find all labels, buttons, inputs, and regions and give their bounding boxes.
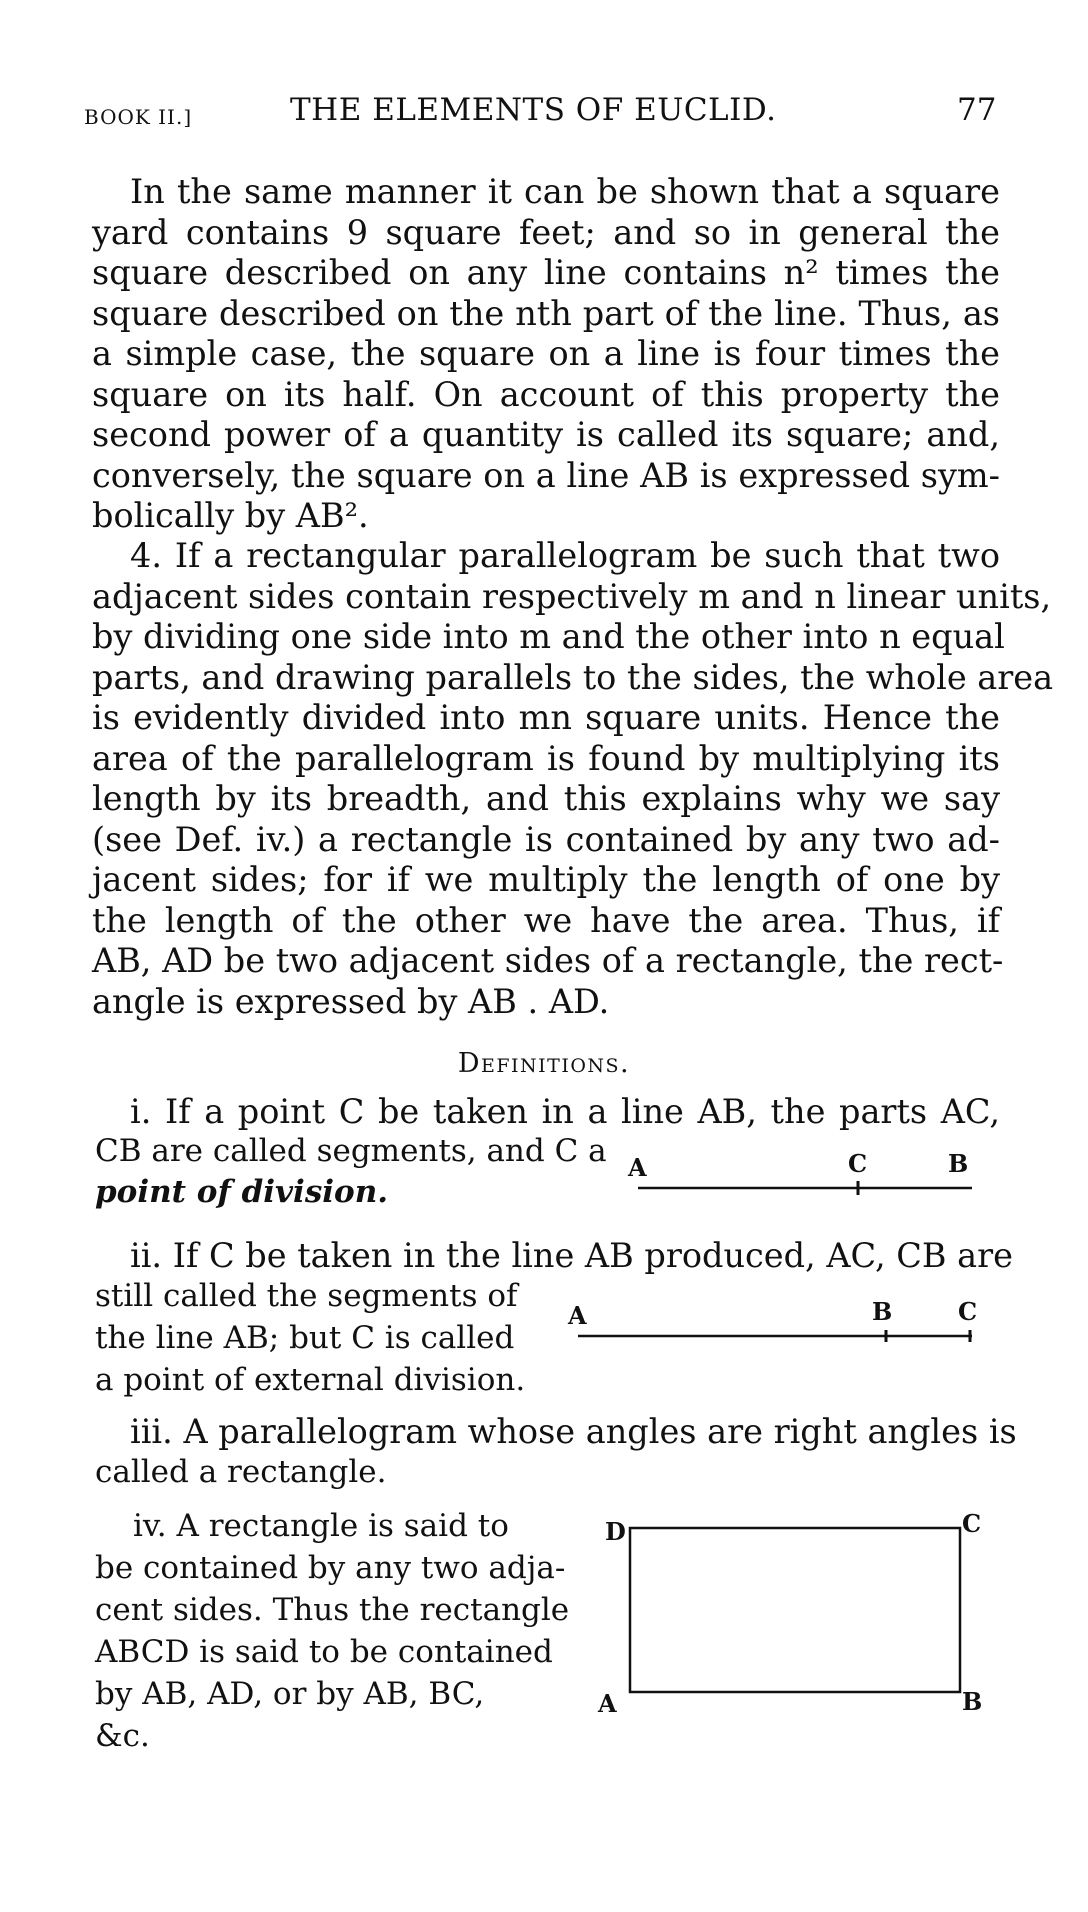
definition-4-line-3: cent sides. Thus the rectangle xyxy=(95,1592,570,1628)
text-line: yard contains 9 square feet; and so in general the xyxy=(92,212,1000,252)
definition-2-line-3: the line AB; but C is called xyxy=(95,1320,515,1356)
definition-3-line-2: called a rectangle. xyxy=(95,1454,387,1490)
definition-2-line-2: still called the segments of xyxy=(95,1278,518,1314)
text-line: In the same manner it can be shown that a square xyxy=(130,172,1000,211)
figure-rectangle-abcd xyxy=(597,1509,982,1718)
text-line: square on its half. On account of this property the xyxy=(92,374,1000,414)
figure-segment-division xyxy=(627,1149,972,1195)
text-line: adjacent sides contain respectively m and n linear units, xyxy=(92,576,1052,616)
definitions-heading: Definitions. xyxy=(457,1048,631,1079)
definition-4-line-5: by AB, AD, or by AB, BC, xyxy=(95,1676,485,1712)
text-line: i. If a point C be taken in a line AB, the parts AC, xyxy=(130,1092,1000,1131)
running-head-book: BOOK II.] xyxy=(84,105,193,129)
definition-1-line-3: point of division. xyxy=(95,1174,389,1210)
text-line: 4. If a rectangular parallelogram be such that two xyxy=(130,536,1000,575)
label-c: C xyxy=(962,1509,982,1538)
label-a: A xyxy=(628,1153,647,1182)
text-line: iii. A parallelogram whose angles are right angles is xyxy=(130,1412,1017,1451)
text-line: second power of a quantity is called its square; and, xyxy=(92,415,1000,454)
text-line: length by its breadth, and this explains why we say xyxy=(92,779,1000,818)
definition-4-line-1: iv. A rectangle is said to xyxy=(133,1508,509,1544)
text-line: parts, and drawing parallels to the sides, the whole area xyxy=(92,657,1054,697)
text-line: is evidently divided into mn square units. Hence the xyxy=(92,698,1000,737)
text-line: jacent sides; for if we multiply the length of one by xyxy=(92,860,1000,899)
definition-4-line-6: &c. xyxy=(95,1718,150,1754)
definition-2-line-4: a point of external division. xyxy=(95,1362,526,1398)
page-number: 77 xyxy=(957,92,997,128)
text-line: a simple case, the square on a line is four times the xyxy=(92,334,1000,373)
label-b: B xyxy=(962,1687,983,1716)
text-line: square described on any line contains n² times the xyxy=(92,253,1000,292)
running-head-title: THE ELEMENTS OF EUCLID. xyxy=(290,92,777,128)
text-line: angle is expressed by AB . AD. xyxy=(92,981,610,1021)
label-a: A xyxy=(598,1689,617,1718)
label-b: B xyxy=(948,1149,969,1178)
text-line: square described on the nth part of the line. Thus, as xyxy=(92,293,1000,333)
definition-1-line-2: CB are called segments, and C a xyxy=(95,1133,607,1169)
text-line: conversely, the square on a line AB is expressed sym- xyxy=(92,455,1000,495)
figure-external-division xyxy=(567,1297,977,1342)
text-line: bolically by AB². xyxy=(92,496,369,535)
text-line: (see Def. iv.) a rectangle is contained by any two ad- xyxy=(92,819,1000,859)
text-line: area of the parallelogram is found by multiplying its xyxy=(92,738,1000,778)
label-a: A xyxy=(568,1301,587,1330)
definition-4-line-4: ABCD is said to be contained xyxy=(95,1634,553,1670)
rectangle xyxy=(630,1528,960,1692)
text-line: by dividing one side into m and the other into n equal xyxy=(92,617,1005,656)
label-c: C xyxy=(848,1149,868,1178)
label-b: B xyxy=(872,1297,893,1326)
label-d: D xyxy=(605,1517,626,1546)
label-c: C xyxy=(958,1297,978,1326)
text-line: ii. If C be taken in the line AB produced, AC, CB are xyxy=(130,1236,1013,1275)
text-line: the length of the other we have the area. Thus, if xyxy=(92,900,1000,940)
text-line: AB, AD be two adjacent sides of a rectangle, the rect- xyxy=(92,941,1004,980)
definition-4-line-2: be contained by any two adja- xyxy=(95,1550,566,1586)
